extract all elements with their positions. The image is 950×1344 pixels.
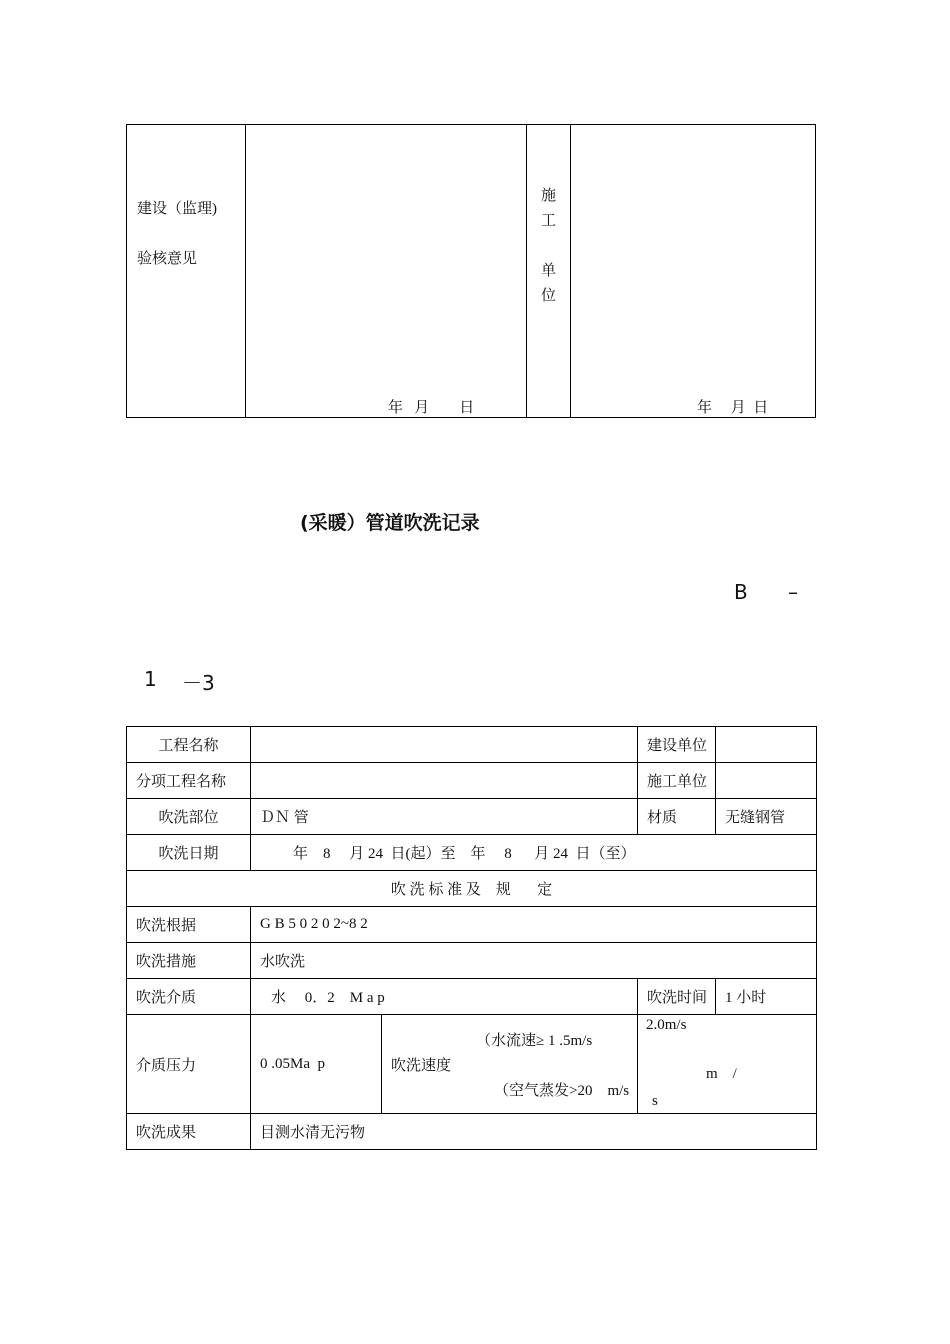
speed-value-top: 2.0m/s (646, 1017, 687, 1033)
owner-label-cell (127, 125, 246, 418)
speed-water-requirement: （水流速≥ 1 .5m/s (476, 1033, 593, 1049)
basis-value[interactable]: G B 5 0 2 0 2~8 2 (251, 907, 817, 943)
measure-label: 吹洗措施 (127, 943, 251, 979)
project-name-value[interactable] (251, 727, 638, 763)
standard-section-header: 吹 洗 标 准 及 规 定 (127, 871, 817, 907)
form-code-part2: – (788, 580, 798, 604)
contractor-label-char-2: 工 (541, 213, 557, 229)
contractor-opinion-cell[interactable] (571, 125, 816, 418)
table-row (127, 943, 817, 979)
document-title: (采暖）管道吹洗记录 (300, 512, 480, 534)
table-row (127, 799, 817, 835)
contractor-sign-date: 年 月 日 (697, 400, 769, 416)
form-code-part1: B (734, 580, 748, 604)
contractor-label-cell (527, 125, 571, 418)
form-code-part4: －3 (182, 671, 215, 695)
owner-unit-label: 建设单位 (638, 727, 716, 763)
project-name-label: 工程名称 (127, 727, 251, 763)
medium-label: 吹洗介质 (127, 979, 251, 1015)
table-row (127, 907, 817, 943)
table-row (127, 1015, 817, 1114)
table-row (127, 727, 817, 763)
owner-sign-date: 年 月 日 (388, 400, 475, 416)
time-label: 吹洗时间 (638, 979, 716, 1015)
contractor-unit-value[interactable] (716, 763, 817, 799)
pressure-value[interactable]: 0 .05Ma p (251, 1015, 382, 1114)
basis-label: 吹洗根据 (127, 907, 251, 943)
form-code-part3: 1 (144, 667, 157, 691)
contractor-label-char-1: 施 (541, 188, 557, 204)
sub-project-value[interactable] (251, 763, 638, 799)
flush-record-table (126, 726, 817, 1150)
speed-unit-m: m / (706, 1066, 737, 1082)
contractor-unit-label: 施工单位 (638, 763, 716, 799)
speed-cell (382, 1015, 638, 1114)
owner-unit-value[interactable] (716, 727, 817, 763)
table-row (127, 1114, 817, 1150)
result-value[interactable]: 目测水清无污物 (251, 1114, 817, 1150)
flush-part-value[interactable]: ＤＮ 管 (251, 799, 638, 835)
medium-value[interactable]: 水 0．2 M a p (251, 979, 638, 1015)
contractor-label-char-4: 位 (541, 288, 557, 304)
table-row (127, 835, 817, 871)
result-label: 吹洗成果 (127, 1114, 251, 1150)
pressure-label: 介质压力 (127, 1015, 251, 1114)
owner-label-line2: 验核意见 (137, 251, 198, 267)
contractor-label-char-3: 单 (541, 263, 557, 279)
flush-date-label: 吹洗日期 (127, 835, 251, 871)
flush-part-label: 吹洗部位 (127, 799, 251, 835)
speed-label: 吹洗速度 (391, 1058, 452, 1074)
speed-air-requirement: （空气蒸发>20 m/s (494, 1083, 630, 1099)
material-label: 材质 (638, 799, 716, 835)
flush-date-value[interactable]: 年 8 月 24 日(起）至 年 8 月 24 日（至） (251, 835, 817, 871)
owner-label-line1: 建设（监理) (137, 201, 217, 217)
material-value[interactable]: 无缝钢管 (716, 799, 817, 835)
measure-value[interactable]: 水吹洗 (251, 943, 817, 979)
time-value[interactable]: 1 小时 (716, 979, 817, 1015)
table-row (127, 979, 817, 1015)
sub-project-label: 分项工程名称 (127, 763, 251, 799)
table-row (127, 871, 817, 907)
approval-table (126, 124, 816, 418)
speed-unit-s: s (652, 1093, 658, 1109)
speed-value-cell[interactable] (638, 1015, 817, 1114)
table-row (127, 763, 817, 799)
owner-opinion-cell[interactable] (246, 125, 527, 418)
